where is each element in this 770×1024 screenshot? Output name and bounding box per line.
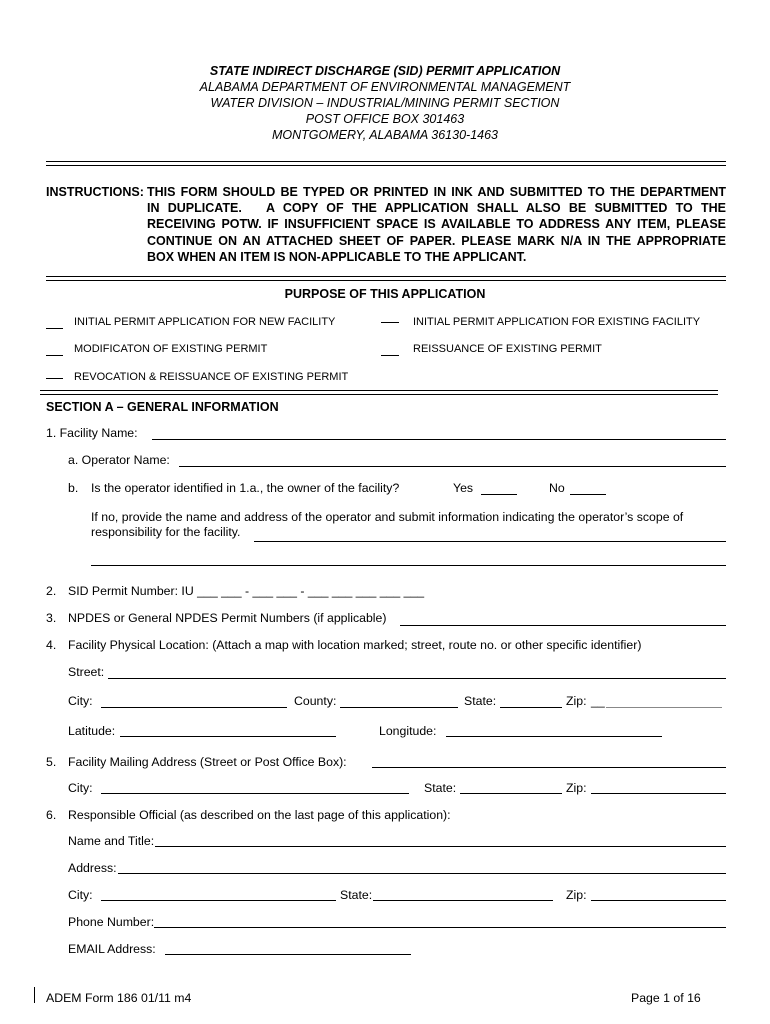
purpose-option-reissuance: REISSUANCE OF EXISTING PERMIT — [413, 343, 602, 355]
npdes-label: NPDES or General NPDES Permit Numbers (if applicable) — [68, 611, 387, 625]
instruction-line: CONTINUE ON AN ATTACHED SHEET OF PAPER. PLEASE MARK N/A IN THE APPROPRIATE — [147, 233, 726, 248]
purpose-checkbox-reissuance[interactable] — [381, 355, 399, 356]
no-label: No — [549, 481, 565, 495]
purpose-option-modification: MODIFICATON OF EXISTING PERMIT — [74, 343, 268, 355]
mailing-city-field[interactable] — [101, 793, 409, 794]
name-title-field[interactable] — [155, 846, 726, 847]
divider — [40, 394, 718, 395]
county-label: County: — [294, 694, 337, 708]
zip-label: Zip: — [566, 694, 587, 708]
mailing-zip-label: Zip: — [566, 781, 587, 795]
division-name: WATER DIVISION – INDUSTRIAL/MINING PERMIT SECTION — [210, 96, 560, 110]
purpose-option-revocation: REVOCATION & REISSUANCE OF EXISTING PERMIT — [74, 371, 349, 383]
official-state-label: State: — [340, 888, 373, 902]
q2-number: 2. — [46, 584, 57, 598]
q6-number: 6. — [46, 808, 57, 822]
department-name: ALABAMA DEPARTMENT OF ENVIRONMENTAL MANAGEMENT — [199, 80, 571, 94]
q3-number: 3. — [46, 611, 57, 625]
responsible-official-label: Responsible Official (as described on the last page of this application): — [68, 808, 451, 822]
state-label: State: — [464, 694, 497, 708]
mailing-city-label: City: — [68, 781, 93, 795]
facility-name-label: 1. Facility Name: — [46, 426, 138, 440]
purpose-checkbox-existing[interactable] — [381, 322, 399, 323]
sid-permit-number[interactable]: SID Permit Number: IU ___ ___ - ___ ___ - ___ ___ ___ ___ ___ — [68, 584, 425, 598]
divider — [46, 276, 726, 277]
purpose-checkbox-new[interactable] — [46, 328, 63, 329]
npdes-field[interactable] — [400, 625, 726, 626]
mailing-address-label: Facility Mailing Address (Street or Post Office Box): — [68, 755, 347, 769]
street-label: Street: — [68, 665, 105, 679]
po-box: POST OFFICE BOX 301463 — [305, 112, 465, 126]
state-field[interactable] — [500, 707, 562, 708]
instructions-label: INSTRUCTIONS: — [46, 185, 144, 199]
official-city-field[interactable] — [101, 900, 336, 901]
yes-label: Yes — [453, 481, 474, 495]
name-title-label: Name and Title: — [68, 834, 155, 848]
official-zip-label: Zip: — [566, 888, 587, 902]
zip-prefix: __ — [591, 694, 605, 708]
city-field[interactable] — [101, 707, 287, 708]
purpose-checkbox-modification[interactable] — [46, 355, 63, 356]
operator-name-field[interactable] — [179, 466, 726, 467]
facility-name-field[interactable] — [152, 439, 726, 440]
longitude-field[interactable] — [446, 736, 662, 737]
physical-location-label: Facility Physical Location: (Attach a map with location marked; street, route no. or other specific identifier) — [68, 638, 642, 652]
mailing-zip-field[interactable] — [591, 793, 726, 794]
city-label: City: — [68, 694, 93, 708]
address-label: Address: — [68, 861, 117, 875]
purpose-option-existing: INITIAL PERMIT APPLICATION FOR EXISTING FACILITY — [413, 316, 701, 328]
q5-number: 5. — [46, 755, 57, 769]
yes-field[interactable] — [481, 494, 517, 495]
q4-number: 4. — [46, 638, 57, 652]
address-field[interactable] — [118, 873, 726, 874]
instruction-line: BOX WHEN AN ITEM IS NON-APPLICABLE TO THE APPLICANT. — [147, 249, 527, 264]
owner-question: Is the operator identified in 1.a., the owner of the facility? — [91, 481, 400, 495]
official-city-label: City: — [68, 888, 93, 902]
divider — [46, 161, 726, 162]
page-number: Page 1 of 16 — [631, 991, 701, 1005]
divider — [46, 280, 726, 281]
email-field[interactable] — [165, 954, 411, 955]
operator-info-field-2[interactable] — [91, 565, 726, 566]
mailing-state-field[interactable] — [460, 793, 562, 794]
email-label: EMAIL Address: — [68, 942, 156, 956]
latitude-field[interactable] — [120, 736, 336, 737]
footer-bar — [34, 987, 35, 1003]
instruction-line: THIS FORM SHOULD BE TYPED OR PRINTED IN INK AND SUBMITTED TO THE DEPARTMENT — [147, 185, 726, 199]
street-field[interactable] — [108, 678, 726, 679]
official-zip-field[interactable] — [591, 900, 726, 901]
county-field[interactable] — [340, 707, 458, 708]
phone-field[interactable] — [154, 927, 726, 928]
section-a-title: SECTION A – GENERAL INFORMATION — [46, 400, 279, 414]
purpose-checkbox-revocation[interactable] — [46, 378, 63, 379]
divider — [46, 165, 726, 166]
operator-info-field[interactable] — [254, 541, 726, 542]
longitude-label: Longitude: — [379, 724, 437, 738]
latitude-label: Latitude: — [68, 724, 116, 738]
instruction-line: IN DUPLICATE. A COPY OF THE APPLICATION SHALL ALSO BE SUBMITTED TO THE — [147, 201, 726, 216]
if-no-instructions-cont: responsibility for the facility. — [91, 525, 241, 539]
phone-label: Phone Number: — [68, 915, 155, 929]
divider — [40, 390, 718, 391]
if-no-instructions: If no, provide the name and address of the operator and submit information indicating the operator’s scope of — [91, 510, 684, 524]
operator-name-label: a. Operator Name: — [68, 453, 170, 467]
purpose-option-new: INITIAL PERMIT APPLICATION FOR NEW FACILITY — [74, 316, 336, 328]
official-state-field[interactable] — [373, 900, 553, 901]
no-field[interactable] — [570, 494, 606, 495]
city-address: MONTGOMERY, ALABAMA 36130-1463 — [271, 128, 499, 142]
q1b-number: b. — [68, 481, 79, 495]
instructions-text — [147, 184, 726, 265]
instruction-line: RECEIVING POTW. IF INSUFFICIENT SPACE IS AVAILABLE TO ADDRESS ANY ITEM, PLEASE — [147, 217, 726, 232]
purpose-title: PURPOSE OF THIS APPLICATION — [284, 287, 486, 301]
zip-field[interactable] — [606, 707, 722, 708]
mailing-state-label: State: — [424, 781, 457, 795]
form-title: STATE INDIRECT DISCHARGE (SID) PERMIT APPLICATION — [209, 64, 561, 78]
mailing-address-field[interactable] — [372, 767, 726, 768]
form-number: ADEM Form 186 01/11 m4 — [46, 991, 192, 1005]
